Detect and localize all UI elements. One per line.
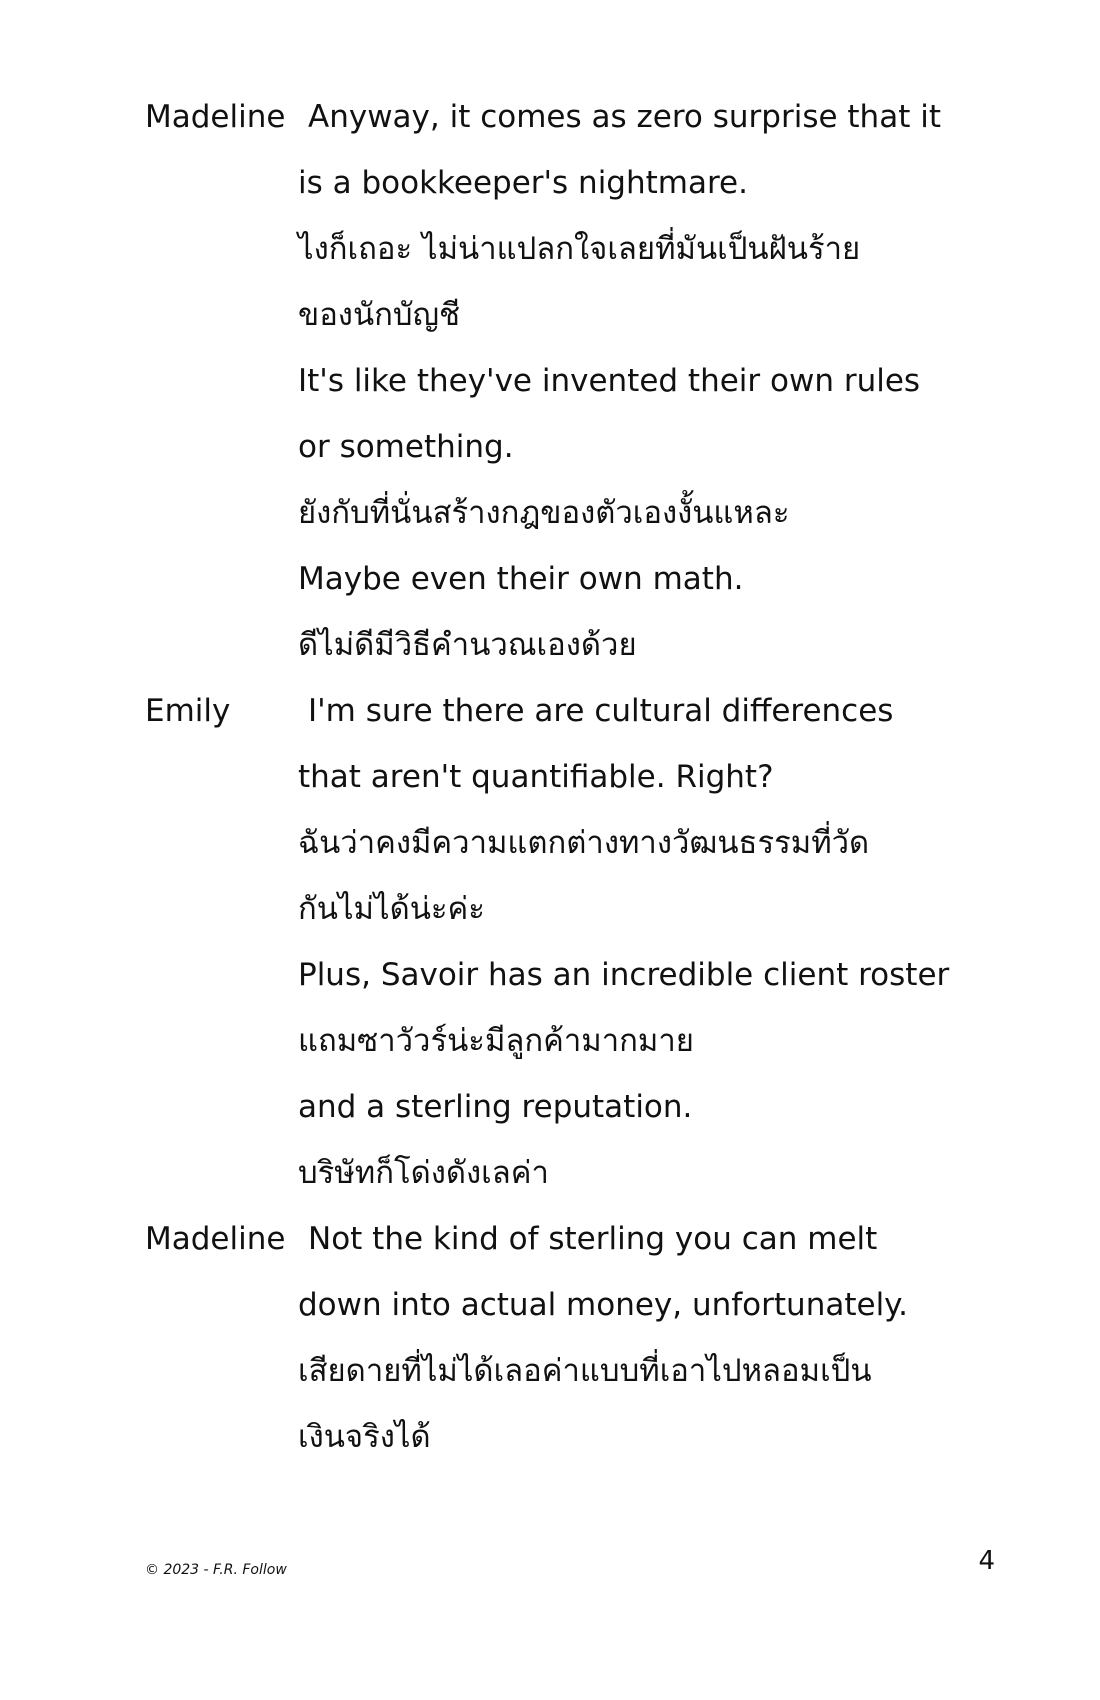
dialogue-line: down into actual money, unfortunately. — [298, 1287, 908, 1323]
speaker-name: Madeline — [145, 1221, 286, 1257]
dialogue-line: that aren't quantifiable. Right? — [298, 759, 774, 795]
dialogue-line: ของนักบัญชี — [298, 297, 461, 333]
dialogue-line: Not the kind of sterling you can melt — [308, 1221, 878, 1257]
dialogue-line: ยังกับที่นั่นสร้างกฎของตัวเองงั้นแหละ — [298, 495, 790, 531]
dialogue-line: or something. — [298, 429, 514, 465]
dialogue-lines — [298, 1206, 1018, 1470]
dialogue-line: ดีไม่ดีมีวิธีคำนวณเองด้วย — [298, 627, 637, 663]
page-number: 4 — [978, 1546, 995, 1576]
dialogue-line: I'm sure there are cultural differences — [308, 693, 894, 729]
dialogue-lines — [298, 84, 1018, 678]
dialogue-lines — [298, 678, 1018, 1206]
dialogue-line: is a bookkeeper's nightmare. — [298, 165, 748, 201]
dialogue-line: It's like they've invented their own rules — [298, 363, 921, 399]
dialogue-line: and a sterling reputation. — [298, 1089, 693, 1125]
dialogue-line: ไงก็เถอะ ไม่น่าแปลกใจเลยที่มันเป็นฝันร้าย — [298, 231, 861, 267]
dialogue-line: Plus, Savoir has an incredible client roster — [298, 957, 950, 993]
speaker-name: Madeline — [145, 99, 286, 135]
speaker-name: Emily — [145, 693, 231, 729]
dialogue-line: กันไม่ได้น่ะค่ะ — [298, 891, 485, 927]
dialogue-line: Maybe even their own math. — [298, 561, 744, 597]
dialogue-line: แถมซาวัวร์น่ะมีลูกค้ามากมาย — [298, 1023, 694, 1059]
dialogue-line: Anyway, it comes as zero surprise that it — [308, 99, 941, 135]
dialogue-line: บริษัทก็โด่งดังเลค่า — [298, 1155, 549, 1191]
dialogue-line: เสียดายที่ไม่ได้เลอค่าแบบที่เอาไปหลอมเป็น — [298, 1353, 872, 1389]
dialogue-line: เงินจริงได้ — [298, 1419, 431, 1455]
dialogue-line: ฉันว่าคงมีความแตกต่างทางวัฒนธรรมที่วัด — [298, 825, 870, 861]
copyright-footer: © 2023 - F.R. Follow — [145, 1562, 287, 1578]
